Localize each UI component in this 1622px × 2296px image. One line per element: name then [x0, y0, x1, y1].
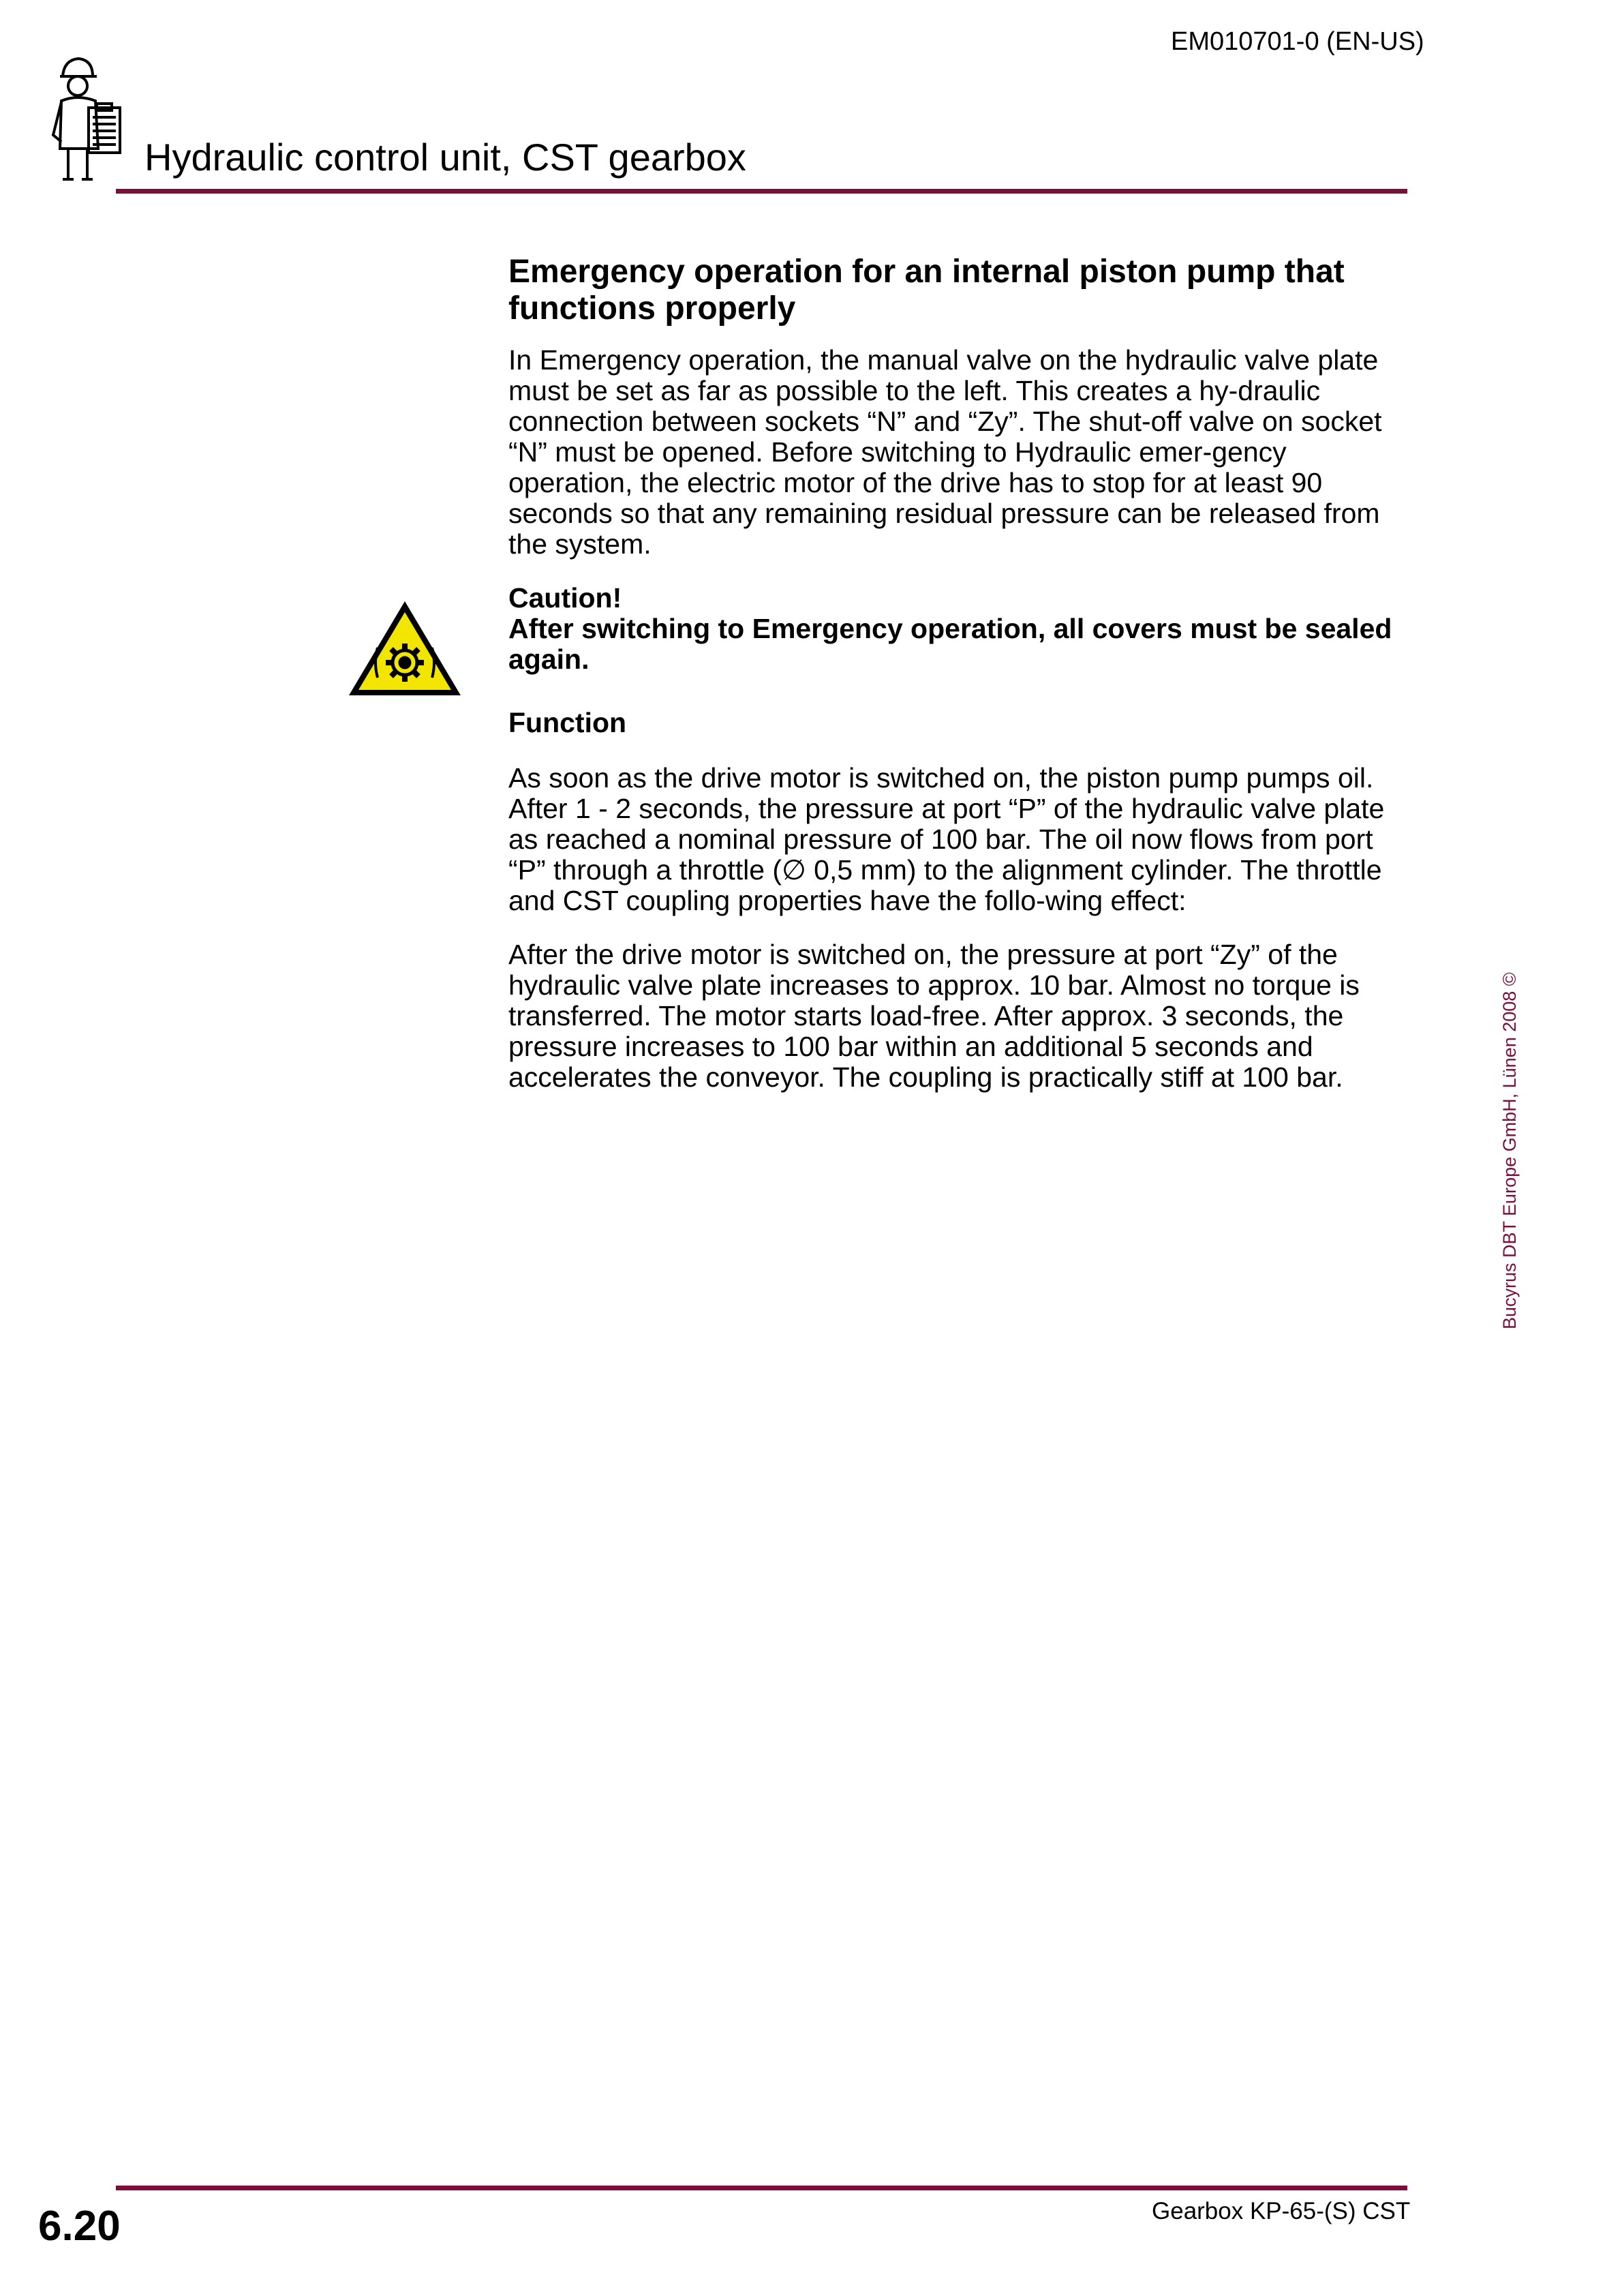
section-heading: Emergency operation for an internal piston pump that functions properly: [508, 254, 1345, 327]
worker-with-clipboard-icon: [48, 53, 136, 183]
rotating-gear-warning-icon: [345, 597, 465, 699]
document-title: Hydraulic control unit, CST gearbox: [144, 136, 746, 179]
caution-title: Caution!: [508, 582, 622, 614]
main-content: [508, 254, 1408, 1116]
function-heading: Function: [508, 707, 627, 738]
header-divider: [116, 189, 1407, 194]
function-paragraph-1: As soon as the drive motor is switched on, the piston pump pumps oil. After 1 - 2 seconds, the pressure at port “P” of the hydraulic valve plate as reached a nominal pressure of 100 bar. The oil now flows from port “P” through a throttle (∅ 0,5 mm) to the alignment cylinder. The throttle and CST coupling properties have the follo-wing effect:: [508, 762, 1385, 916]
function-paragraph-2: After the drive motor is switched on, the pressure at port “Zy” of the hydraulic valve plate increases to approx. 10 bar. Almost no torque is transferred. The motor starts load-free. After approx. 3 seconds, the pressure increases to 100 bar within an additional 5 seconds and accelerates the conveyor. The coupling is practically stiff at 100 bar.: [508, 939, 1360, 1093]
page-number: 6.20: [38, 2203, 121, 2250]
copyright-notice: Bucyrus DBT Europe GmbH, Lünen 2008 ©: [1499, 972, 1520, 1329]
caution-text: After switching to Emergency operation, all covers must be sealed again.: [508, 613, 1392, 675]
intro-paragraph: In Emergency operation, the manual valve on the hydraulic valve plate must be set as far as possible to the left. This creates a hy-draulic connection between sockets “N” and “Zy”. The shut-off valve on socket “N” must be opened. Before switching to Hydraulic emer-gency operation, the electric motor of the drive has to stop for at least 90 seconds so that any remaining residual pressure can be released from the system.: [508, 344, 1382, 560]
footer-model-name: Gearbox KP-65-(S) CST: [1152, 2198, 1411, 2224]
caution-block: [508, 583, 1408, 675]
footer-divider: [116, 2186, 1407, 2190]
document-code: EM010701-0 (EN-US): [1171, 27, 1424, 56]
